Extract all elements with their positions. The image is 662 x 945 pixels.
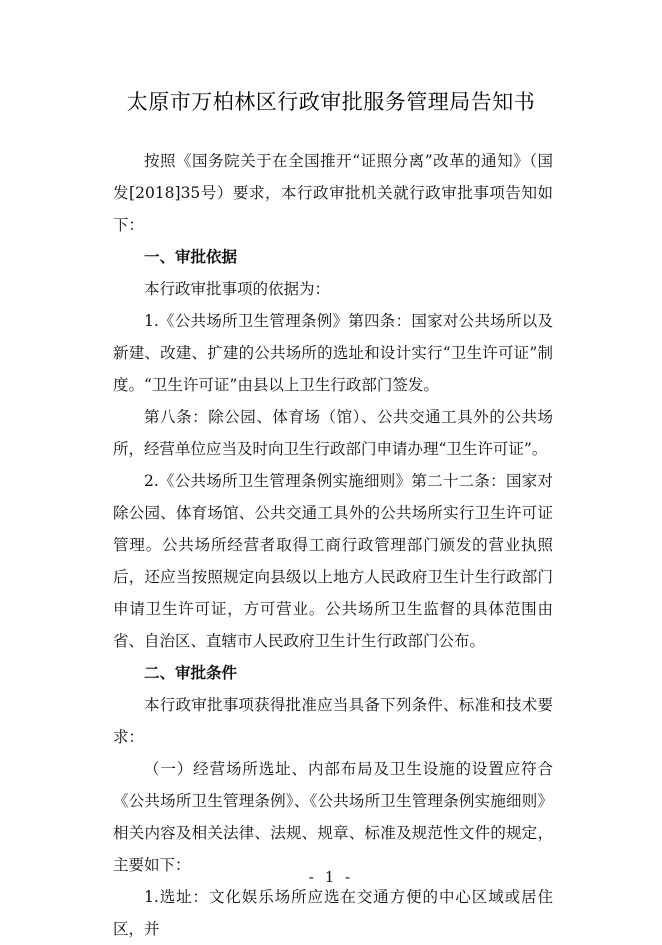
intro-paragraph: 按照《国务院关于在全国推开“证照分离”改革的通知》（国发[2018]35号）要求，本行政审批机关就行政审批事项告知如下： [113,152,553,234]
condition-1-item-1 [113,881,553,945]
basis-item-1 [113,305,553,401]
page-number: - 1 - [308,868,354,886]
section-heading-basis: 一、审批依据 [144,248,238,266]
basis-item-1-prefix: 1.《公共场所卫生管理条例》第四条： [144,312,412,330]
basis-item-2-text: 国家对除公园、体育场馆、公共交通工具外的公共场所实行卫生许可证管理。公共场所经营者取得工商行政管理部门颁发的营业执照后，还应当按照规定向县级以上地方人民政府卫生计生行政部门申请卫生许可证，方可营业。公共场所卫生监督的具体范围由省、自治区、直辖市人民政府卫生计生行政部门公布。 [113,472,553,650]
basis-item-1b-prefix: 第八条： [144,408,209,426]
basis-item-1b-text: 除公园、体育场（馆）、公共交通工具外的公共场所，经营单位应当及时向卫生行政部门申请办理“卫生许可证”。 [113,408,553,458]
basis-item-1b [113,401,553,465]
conditions-lead: 本行政审批事项获得批准应当具备下列条件、标准和技术要求： [113,696,553,746]
basis-item-1-text: 国家对公共场所以及新建、改建、扩建的公共场所的选址和设计实行“卫生许可证”制度。“卫生许可证”由县以上卫生行政部门签发。 [113,312,553,394]
condition-1-item-1-prefix: 1.选址： [144,888,209,906]
basis-lead: 本行政审批事项的依据为： [144,280,331,298]
basis-item-2 [113,465,553,657]
section-heading-conditions: 二、审批条件 [144,664,238,682]
condition-1-item-1-text: 文化娱乐场所应选在交通方便的中心区域或居住区，并 [113,888,553,938]
condition-1: （一）经营场所选址、内部布局及卫生设施的设置应符合《公共场所卫生管理条例》、《公共场所卫生管理条例实施细则》相关内容及相关法律、法规、规章、标准及规范性文件的规定，主要如下： [113,760,553,874]
document-title: 太原市万柏林区行政审批服务管理局告知书 [126,90,536,114]
document-body [113,145,553,945]
basis-item-2-prefix: 2.《公共场所卫生管理条例实施细则》第二十二条： [144,472,506,490]
